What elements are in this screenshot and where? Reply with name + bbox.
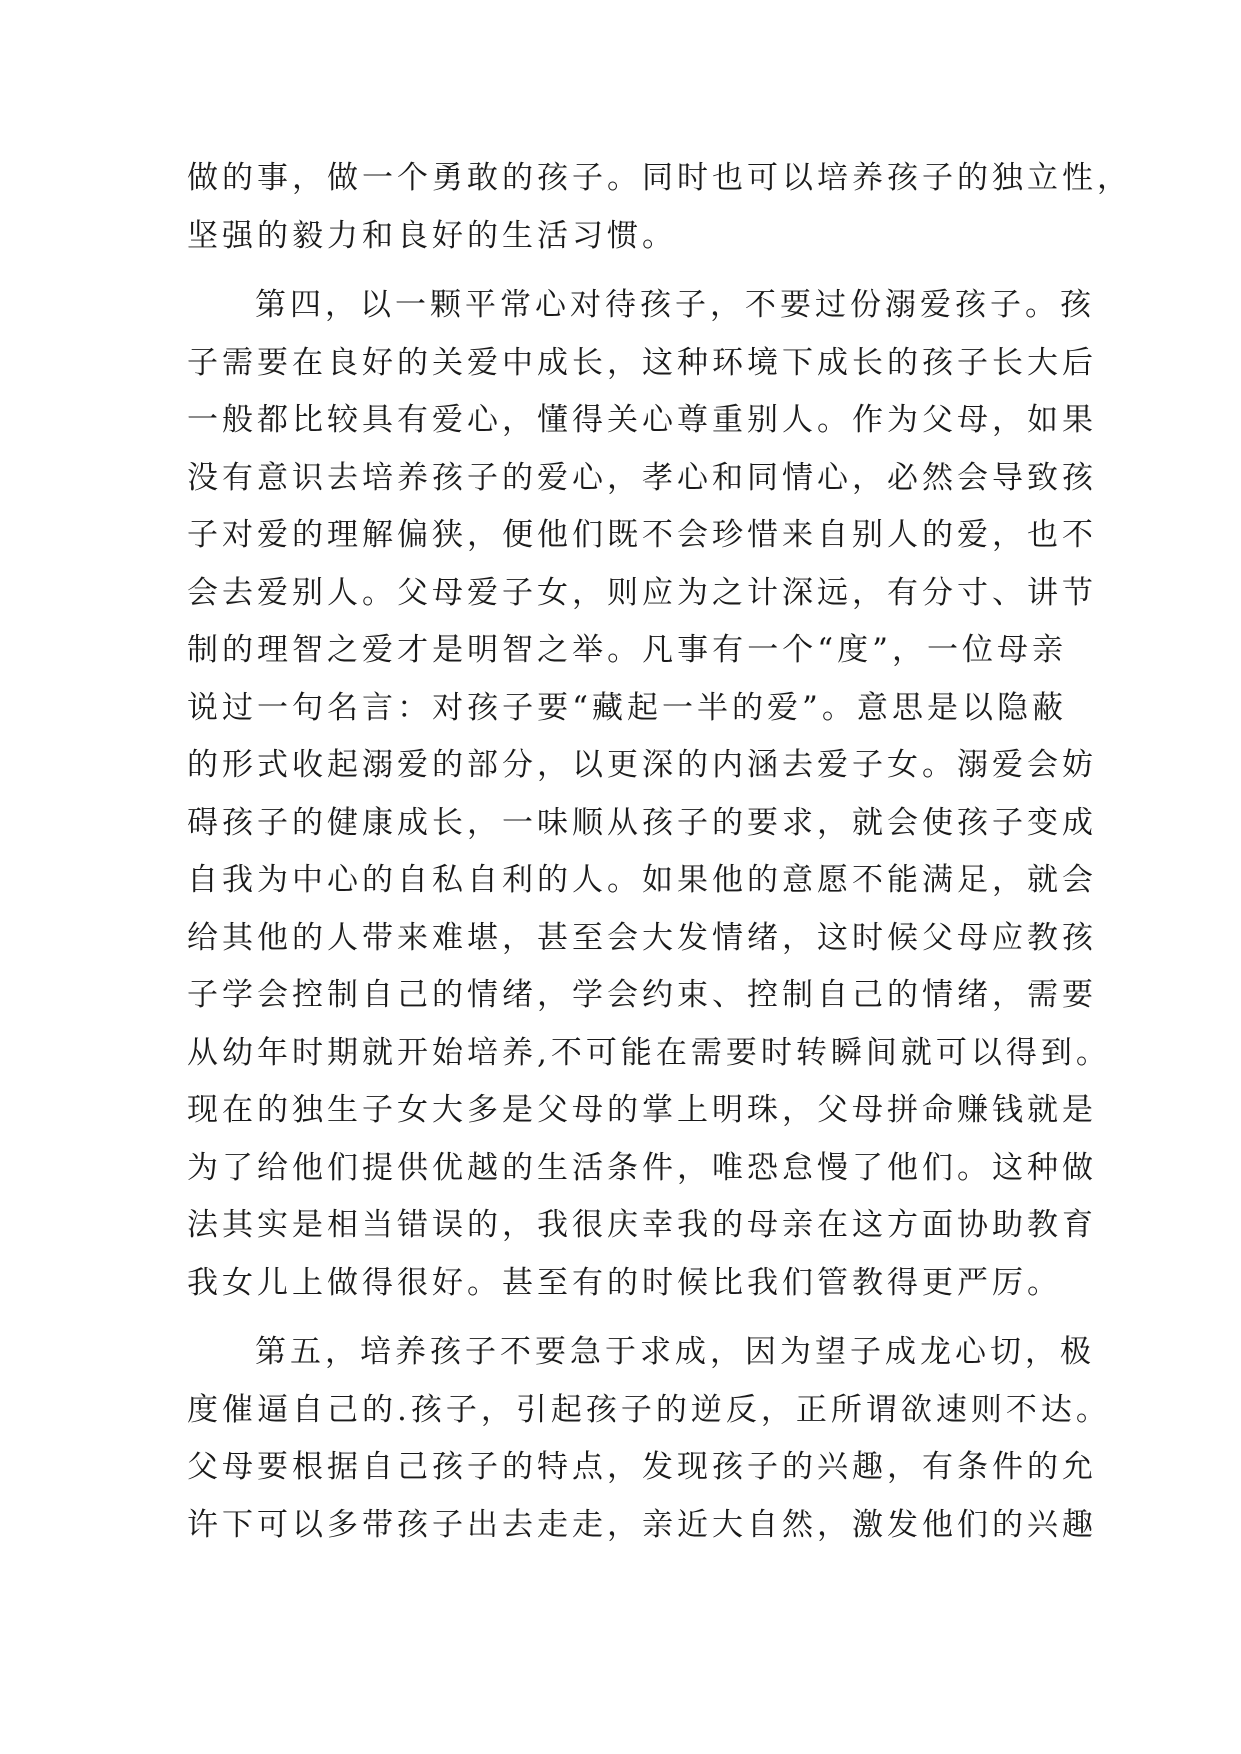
text-line: 许下可以多带孩子出去走走，亲近大自然，激发他们的兴趣 <box>187 1506 1097 1543</box>
text-line: 子需要在良好的关爱中成长，这种环境下成长的孩子长大后 <box>187 344 1097 381</box>
text-line: 为了给他们提供优越的生活条件，唯恐怠慢了他们。这种做 <box>187 1149 1097 1186</box>
text-line: 给其他的人带来难堪，甚至会大发情绪，这时候父母应教孩 <box>187 919 1097 956</box>
text-line: 会去爱别人。父母爱子女，则应为之计深远，有分寸、讲节 <box>187 574 1097 611</box>
text-line: 坚强的毅力和良好的生活习惯。 <box>187 217 677 254</box>
document-body <box>187 150 1132 1566</box>
paragraph-1 <box>187 150 1132 265</box>
text-line: 父母要根据自己孩子的特点，发现孩子的兴趣，有条件的允 <box>187 1449 1097 1485</box>
text-line: 制的理智之爱才是明智之举。凡事有一个“度”，一位母亲 <box>187 632 1067 668</box>
text-line: 的形式收起溺爱的部分，以更深的内涵去爱子女。溺爱会妨 <box>187 747 1097 783</box>
paragraph-3 <box>187 1324 1111 1554</box>
text-line: 我女儿上做得很好。甚至有的时候比我们管教得更严厉。 <box>187 1264 1062 1301</box>
text-line: 度催逼自己的.孩子，引起孩子的逆反，正所谓欲速则不达。 <box>187 1391 1111 1428</box>
paragraph-2 <box>187 277 1111 1312</box>
text-line: 自我为中心的自私自利的人。如果他的意愿不能满足，就会 <box>187 862 1097 898</box>
text-line: 第四，以一颗平常心对待孩子，不要过份溺爱孩子。孩 <box>255 287 1095 323</box>
text-line: 法其实是相当错误的，我很庆幸我的母亲在这方面协助教育 <box>187 1207 1097 1243</box>
text-line: 子对爱的理解偏狭，便他们既不会珍惜来自别人的爱，也不 <box>187 517 1097 553</box>
text-line: 从幼年时期就开始培养,不可能在需要时转瞬间就可以得到。 <box>187 1034 1111 1071</box>
text-line: 一般都比较具有爱心，懂得关心尊重别人。作为父母，如果 <box>187 402 1097 438</box>
text-line: 做的事，做一个勇敢的孩子。同时也可以培养孩子的独立性， <box>187 160 1132 196</box>
text-line: 子学会控制自己的情绪，学会约束、控制自己的情绪，需要 <box>187 977 1097 1013</box>
text-line: 现在的独生子女大多是父母的掌上明珠，父母拼命赚钱就是 <box>187 1092 1097 1128</box>
text-line: 说过一句名言：对孩子要“藏起一半的爱”。意思是以隐蔽 <box>187 689 1067 726</box>
text-line: 碍孩子的健康成长，一味顺从孩子的要求，就会使孩子变成 <box>187 804 1097 841</box>
text-line: 第五，培养孩子不要急于求成，因为望子成龙心切，极 <box>255 1334 1095 1370</box>
text-line: 没有意识去培养孩子的爱心，孝心和同情心，必然会导致孩 <box>187 459 1097 496</box>
